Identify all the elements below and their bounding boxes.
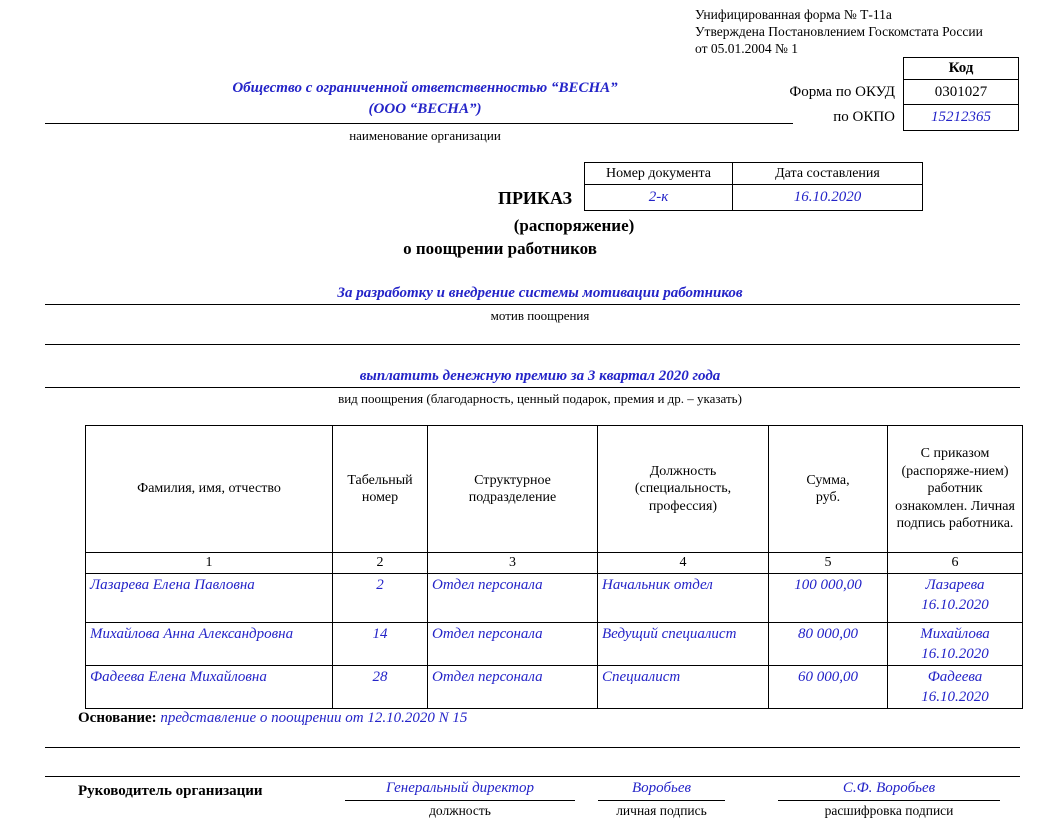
- reward-kind-field[interactable]: выплатить денежную премию за 3 квартал 2020 года: [359, 368, 721, 384]
- cell-name[interactable]: Михайлова Анна Александровна: [86, 623, 333, 666]
- cell-signature[interactable]: [888, 574, 1023, 623]
- doc-number-field[interactable]: 2-к: [585, 185, 733, 211]
- table-header-row: [86, 426, 1023, 553]
- doc-meta-table: [584, 162, 923, 211]
- header-name: Фамилия, имя, отчество: [86, 426, 333, 553]
- cell-department[interactable]: Отдел персонала: [428, 666, 598, 709]
- basis-label: Основание:: [78, 710, 157, 726]
- motive-caption: мотив поощрения: [490, 308, 590, 323]
- code-box-title: Код: [948, 60, 974, 76]
- motive-underline: [45, 304, 1020, 305]
- cell-sum[interactable]: 80 000,00: [769, 623, 888, 666]
- doc-title-line2: (распоряжение): [513, 216, 635, 235]
- cell-position[interactable]: Специалист: [598, 666, 769, 709]
- reward-kind-caption: вид поощрения (благодарность, ценный подарок, премия и др. – указать): [338, 391, 742, 406]
- basis-field[interactable]: представление о поощрении от 12.10.2020 N 15: [160, 710, 468, 726]
- signature-date: 16.10.2020: [921, 597, 989, 613]
- doc-title-line1: ПРИКАЗ: [497, 188, 573, 208]
- head-of-organization-label: Руководитель организации: [78, 783, 263, 799]
- header-sum: Сумма, руб.: [769, 426, 888, 553]
- position-field[interactable]: Генеральный директор: [386, 780, 534, 796]
- cell-position[interactable]: Ведущий специалист: [598, 623, 769, 666]
- col-number: 3: [428, 553, 598, 574]
- header-position: Должность (специальность, профессия): [598, 426, 769, 553]
- header-personnel-number: Табельный номер: [333, 426, 428, 553]
- col-number: 2: [333, 553, 428, 574]
- signature-decryption-field[interactable]: С.Ф. Воробьев: [842, 780, 936, 796]
- cell-signature[interactable]: [888, 666, 1023, 709]
- signature-name: Михайлова: [920, 626, 990, 642]
- doc-number-label: Номер документа: [585, 163, 733, 185]
- signature-name: Фадеева: [927, 669, 983, 685]
- header-acknowledgement: С приказом (распоряже-нием) работник ознакомлен. Личная подпись работника.: [888, 426, 1023, 553]
- table-row: [86, 623, 1023, 666]
- okud-code-field[interactable]: 0301027: [904, 79, 1018, 104]
- organization-caption: наименование организации: [349, 128, 501, 143]
- cell-name[interactable]: Лазарева Елена Павловна: [86, 574, 333, 623]
- organization-name-line1[interactable]: Общество с ограниченной ответственностью “ВЕСНА”: [232, 80, 618, 96]
- cell-position[interactable]: Начальник отдел: [598, 574, 769, 623]
- cell-sum[interactable]: 60 000,00: [769, 666, 888, 709]
- signature-decryption-underline: [778, 800, 1000, 801]
- okpo-label: по ОКПО: [833, 109, 895, 125]
- okud-label: Форма по ОКУД: [789, 84, 895, 100]
- cell-name[interactable]: Фадеева Елена Михайловна: [86, 666, 333, 709]
- cell-signature[interactable]: [888, 623, 1023, 666]
- code-box: [903, 57, 1019, 131]
- footer-divider: [45, 776, 1020, 777]
- employees-table: [85, 425, 1023, 709]
- cell-personnel-number[interactable]: 2: [333, 574, 428, 623]
- col-number: 5: [769, 553, 888, 574]
- okpo-code-field[interactable]: 15212365: [904, 104, 1018, 130]
- signature-name: Лазарева: [925, 577, 985, 593]
- table-row: [86, 574, 1023, 623]
- cell-personnel-number[interactable]: 28: [333, 666, 428, 709]
- col-number: 6: [888, 553, 1023, 574]
- motive-field[interactable]: За разработку и внедрение системы мотивации работников: [337, 285, 743, 301]
- form-number-line: Унифицированная форма № Т-11а: [695, 7, 892, 22]
- organization-underline: [45, 123, 793, 124]
- cell-department[interactable]: Отдел персонала: [428, 574, 598, 623]
- header-department: Структурное подразделение: [428, 426, 598, 553]
- signature-date: 16.10.2020: [921, 646, 989, 662]
- personal-signature-underline: [598, 800, 725, 801]
- basis-continuation-line[interactable]: [45, 747, 1020, 748]
- col-number: 4: [598, 553, 769, 574]
- personal-signature-caption: личная подпись: [616, 803, 707, 818]
- form-approved-line: Утверждена Постановлением Госкомстата России: [695, 24, 983, 39]
- form-date-line: от 05.01.2004 № 1: [695, 41, 798, 56]
- position-underline: [345, 800, 575, 801]
- form-approval-info: [695, 6, 983, 57]
- cell-personnel-number[interactable]: 14: [333, 623, 428, 666]
- column-numbers-row: [86, 553, 1023, 574]
- col-number: 1: [86, 553, 333, 574]
- doc-date-field[interactable]: 16.10.2020: [733, 185, 923, 211]
- doc-date-label: Дата составления: [733, 163, 923, 185]
- signature-decryption-caption: расшифровка подписи: [824, 803, 954, 818]
- doc-title-line3: о поощрении работников: [403, 239, 597, 258]
- organization-name-line2[interactable]: (ООО “ВЕСНА”): [368, 101, 482, 117]
- blank-line[interactable]: [45, 344, 1020, 345]
- position-caption: должность: [429, 803, 491, 818]
- reward-kind-underline: [45, 387, 1020, 388]
- table-row: [86, 666, 1023, 709]
- basis-line: [78, 710, 467, 727]
- cell-department[interactable]: Отдел персонала: [428, 623, 598, 666]
- signature-date: 16.10.2020: [921, 689, 989, 705]
- cell-sum[interactable]: 100 000,00: [769, 574, 888, 623]
- personal-signature-field[interactable]: Воробьев: [631, 780, 691, 796]
